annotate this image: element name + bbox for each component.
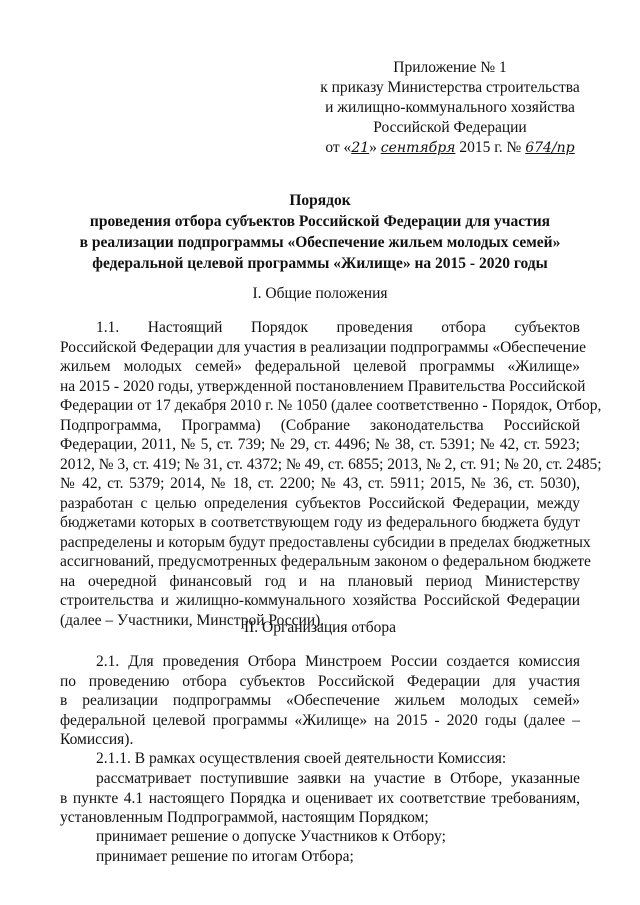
paragraph-line: на очередной финансовый год и на плановый период Министерству (60, 572, 580, 590)
paragraph-line: в пункте 4.1 настоящего Порядка и оценивает их соответствие требованиям, (60, 789, 580, 807)
paragraph-line: 2.1. Для проведения Отбора Минстроем России создается комиссия (96, 653, 580, 670)
section-2-paragraph-5 (60, 847, 580, 867)
paragraph-line: 2.1.1. В рамках осуществления своей деятельности Комиссия: (96, 750, 507, 767)
paragraph-line: Подпрограмма, Программа) (Собрание законодательства Российской (60, 416, 580, 434)
paragraph-line: федеральной целевой программы «Жилище» на 2015 - 2020 годы (далее – (60, 711, 580, 729)
paragraph-line: разработан с целью определения субъектов Российской Федерации, между (60, 494, 580, 512)
date-day: 21 (351, 140, 370, 156)
paragraph-line: № 42, ст. 5379; 2014, № 18, ст. 2200; № 43, ст. 5911; 2015, № 36, ст. 5030), (60, 475, 580, 492)
paragraph-line: рассматривает поступившие заявки на участие в Отборе, указанные (96, 770, 580, 787)
section-2-title: II. Организация отбора (243, 619, 397, 636)
doc-number: 674/пр (525, 140, 575, 156)
section-1-title: I. Общие положения (252, 285, 388, 302)
heading-line-4: федеральной целевой программы «Жилище» на 2015 - 2020 годы (92, 255, 548, 272)
paragraph-line: Федерации от 17 декабря 2010 г. № 1050 (далее соответственно - Порядок, Отбор, (60, 397, 602, 414)
appendix-line-1: к приказу Министерства строительства (320, 79, 580, 96)
section-2-paragraph-1 (60, 652, 580, 750)
document-heading (40, 190, 600, 274)
paragraph-line: ассигнований, предусмотренных федеральным законом о федеральном бюджете (60, 553, 591, 570)
date-prefix: от « (325, 139, 352, 156)
appendix-block (300, 58, 600, 158)
paragraph-line: установленным Подпрограммой, настоящим Порядком; (60, 809, 429, 826)
paragraph-line: 1.1. Настоящий Порядок проведения отбора субъектов (96, 319, 580, 336)
date-mid: » (369, 139, 381, 156)
paragraph-line: жильем молодых семей» федеральной целевой программы «Жилище» (60, 358, 580, 375)
heading-line-1: Порядок (289, 192, 351, 209)
section-2-paragraph-4 (60, 827, 580, 847)
paragraph-line: на 2015 - 2020 годы, утвержденной постановлением Правительства Российской (60, 377, 586, 395)
paragraph-line: по проведению отбора субъектов Российской Федерации для участия (60, 672, 580, 690)
paragraph-line: Российской Федерации для участия в реализации подпрограммы «Обеспечение (60, 338, 587, 356)
section-1-paragraph (60, 318, 602, 630)
date-month: сентября (380, 140, 456, 156)
paragraph-line: (далее – Участники, Минстрой России). (60, 611, 325, 629)
section-2-paragraph-3 (60, 769, 580, 828)
paragraph-line: 2012, № 3, ст. 419; № 31, ст. 4372; № 49, ст. 6855; 2013, № 2, ст. 91; № 20, ст. 2485; (60, 455, 602, 473)
paragraph-line: Федерации, 2011, № 5, ст. 739; № 29, ст. 4496; № 38, ст. 5391; № 42, ст. 5923; (60, 436, 580, 453)
paragraph-line: Комиссия). (60, 731, 134, 748)
paragraph-line: бюджетами которых в соответствующем году из федерального бюджета будут (60, 514, 580, 531)
heading-line-3: в реализации подпрограммы «Обеспечение жильем молодых семей» (79, 234, 561, 251)
appendix-date-line (300, 138, 600, 158)
date-year: 2015 г. № (455, 139, 526, 156)
heading-line-2: проведения отбора субъектов Российской Федерации для участия (89, 213, 551, 230)
paragraph-line: в реализации подпрограммы «Обеспечение жильем молодых семей» (60, 692, 580, 709)
paragraph-line: принимает решение о допуске Участников к Отбору; (96, 828, 446, 845)
paragraph-line: строительства и жилищно-коммунального хозяйства Российской Федерации (60, 592, 580, 609)
paragraph-line: распределены и которым будут предоставлены субсидии в пределах бюджетных (60, 533, 591, 551)
section-2-paragraph-2 (60, 749, 580, 769)
appendix-title: Приложение № 1 (393, 59, 507, 76)
appendix-line-3: Российской Федерации (373, 119, 527, 136)
paragraph-line: принимает решение по итогам Отбора; (96, 848, 354, 865)
appendix-line-2: и жилищно-коммунального хозяйства (325, 99, 575, 116)
